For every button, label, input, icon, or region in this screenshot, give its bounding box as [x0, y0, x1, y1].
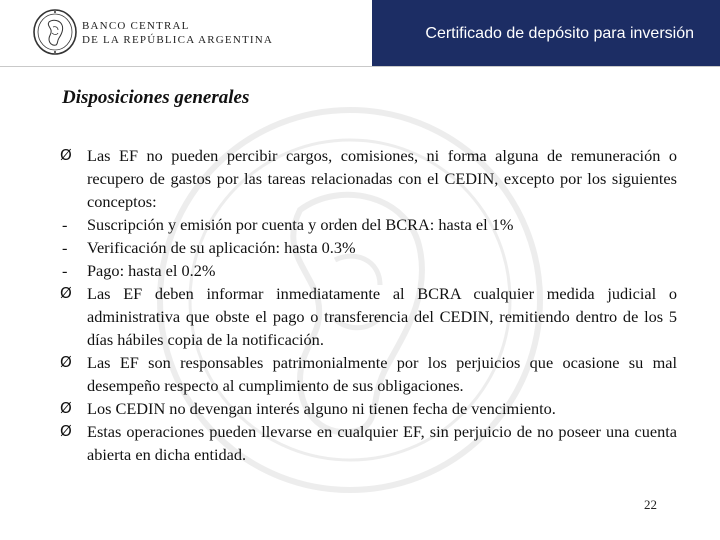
page-number: 22	[644, 497, 657, 512]
list-item-text: Los CEDIN no devengan interés alguno ni tienen fecha de vencimiento.	[87, 399, 556, 418]
header-divider	[0, 66, 720, 67]
list-item-text: Estas operaciones pueden llevarse en cualquier EF, sin perjuicio de no poseer una cuenta abierta en dicha entidad.	[87, 422, 677, 464]
header	[0, 0, 720, 66]
arrow-bullet-icon: Ø	[60, 422, 72, 440]
dash-bullet: -	[62, 261, 68, 280]
arrow-bullet-icon: Ø	[60, 399, 72, 417]
list-item	[60, 259, 677, 282]
list-item	[60, 351, 677, 397]
list-item-text: Las EF no pueden percibir cargos, comisiones, ni forma alguna de remuneración o recupero de gastos por las tareas relacionadas con el CEDIN, excepto por los siguientes conceptos:	[87, 146, 677, 211]
list-item	[60, 236, 677, 259]
list-item-text: Suscripción y emisión por cuenta y orden del BCRA: hasta el 1%	[87, 215, 514, 234]
arrow-bullet-icon: Ø	[60, 284, 72, 302]
list-item-text: Las EF deben informar inmediatamente al BCRA cualquier medida judicial o administrativa que obste el pago o transferencia del CEDIN, remitiendo dentro de los 5 días hábiles copia de la notificación.	[87, 284, 677, 349]
slide-title: Certificado de depósito para inversión	[425, 25, 694, 42]
bank-name-line2: DE LA REPÚBLICA ARGENTINA	[82, 34, 274, 46]
bank-name-line1: BANCO CENTRAL	[82, 20, 190, 32]
header-title-bar	[372, 0, 720, 66]
bullet-list	[60, 144, 677, 466]
arrow-bullet-icon: Ø	[60, 353, 72, 371]
dash-bullet: -	[62, 215, 68, 234]
list-item	[60, 282, 677, 351]
bank-seal-icon	[32, 8, 78, 56]
bank-name	[82, 19, 273, 47]
dash-bullet: -	[62, 238, 68, 257]
list-item	[60, 397, 677, 420]
list-item	[60, 144, 677, 213]
header-logo-area	[0, 0, 372, 66]
list-item	[60, 213, 677, 236]
section-title: Disposiciones generales	[62, 87, 250, 108]
list-item-text: Pago: hasta el 0.2%	[87, 261, 216, 280]
list-item	[60, 420, 677, 466]
list-item-text: Verificación de su aplicación: hasta 0.3%	[87, 238, 356, 257]
arrow-bullet-icon: Ø	[60, 146, 72, 164]
list-item-text: Las EF son responsables patrimonialmente por los perjuicios que ocasione su mal desempeño respecto al cumplimiento de sus obligaciones.	[87, 353, 677, 395]
